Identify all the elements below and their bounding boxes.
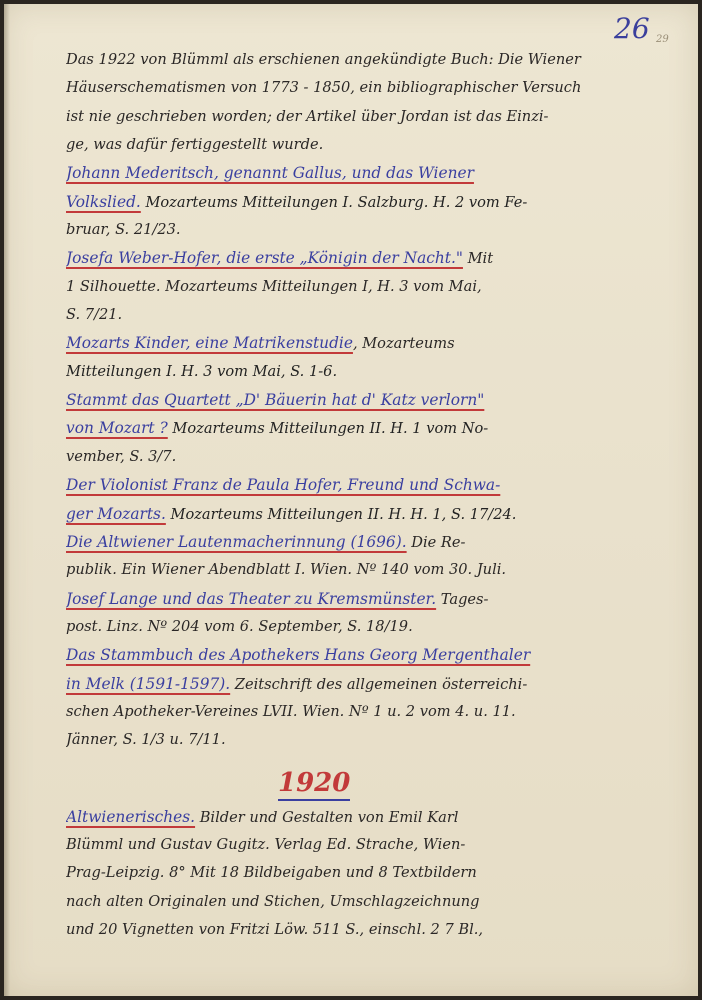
underlined-title: Das Stammbuch des Apothekers Hans Georg Mergenthaler [66, 646, 531, 665]
underlined-title: Mozarts Kinder, eine Matrikenstudie [66, 334, 353, 353]
year-heading [66, 763, 666, 803]
text-line [66, 414, 666, 442]
year-heading-text: 1920 [278, 768, 350, 801]
underlined-title: von Mozart ? [66, 419, 168, 438]
text-line [66, 556, 666, 584]
line-text: Prag-Leipzig. 8° Mit 18 Bildbeigaben und 8 Textbildern [66, 864, 477, 882]
underlined-title: in Melk (1591-1597). [66, 674, 231, 693]
text-line [66, 613, 666, 641]
line-text: publik. Ein Wiener Abendblatt I. Wien. Nº 140 vom 30. Juli. [66, 561, 507, 579]
underlined-title: ger Mozarts. [66, 504, 166, 523]
page-number: 26 [614, 12, 650, 45]
text-line [66, 273, 666, 301]
line-text: Mozarteums Mitteilungen II. H. 1 vom No- [167, 420, 489, 438]
line-text: Zeitschrift des allgemeinen österreichi- [230, 675, 528, 693]
line-text: Blümml und Gustav Gugitz. Verlag Ed. Strache, Wien- [66, 835, 466, 853]
line-text: Mozarteums Mitteilungen II. H. H. 1, S. 17/24. [165, 505, 517, 523]
text-line [66, 443, 666, 471]
line-text: Jänner, S. 1/3 u. 7/11. [66, 731, 226, 749]
text-line [66, 916, 666, 944]
line-text: Häuserschematismen von 1773 - 1850, ein bibliographischer Versuch [66, 79, 582, 97]
text-line [66, 670, 666, 698]
text-line [66, 726, 666, 754]
line-text: nach alten Originalen und Stichen, Umschlagzeichnung [66, 892, 480, 910]
text-line [66, 159, 666, 187]
line-text: Mit [462, 250, 494, 268]
text-line [66, 188, 666, 216]
underlined-title: Der Violonist Franz de Paula Hofer, Freund und Schwa- [66, 476, 501, 495]
underlined-title: Johann Mederitsch, genannt Gallus, und das Wiener [66, 164, 474, 183]
line-text: post. Linz. Nº 204 vom 6. September, S. 18/19. [66, 617, 413, 635]
underlined-title: Die Altwiener Lautenmacherinnung (1696). [66, 532, 407, 551]
text-line [66, 244, 666, 272]
text-line [66, 74, 666, 102]
line-text: und 20 Vignetten von Fritzi Löw. 511 S., einschl. 2 7 Bl., [66, 920, 484, 938]
line-text: Die Re- [406, 533, 466, 551]
text-line [66, 46, 666, 74]
bibliography-entries-1919 [66, 46, 666, 755]
bibliography-entries-1920 [66, 803, 666, 945]
page-number-secondary: 29 [656, 34, 669, 45]
underlined-title: Josef Lange und das Theater zu Kremsmünster. [66, 589, 437, 608]
text-line [66, 803, 666, 831]
text-line [66, 131, 666, 159]
text-line [66, 329, 666, 357]
line-text: , Mozarteums [352, 335, 455, 353]
underlined-title: Altwienerisches. [66, 807, 196, 826]
line-text: vember, S. 3/7. [66, 447, 177, 465]
line-text: Mitteilungen I. H. 3 vom Mai, S. 1-6. [66, 362, 338, 380]
year-spacer [66, 755, 666, 763]
text-line [66, 500, 666, 528]
line-text: bruar, S. 21/23. [66, 221, 181, 239]
underlined-title: Volkslied. [66, 192, 141, 211]
line-text: Tages- [436, 590, 489, 608]
text-line [66, 301, 666, 329]
line-text: schen Apotheker-Vereines LVII. Wien. Nº 1 u. 2 vom 4. u. 11. [66, 702, 516, 720]
line-text: ist nie geschrieben worden; der Artikel über Jordan ist das Einzi- [66, 107, 549, 125]
text-line [66, 528, 666, 556]
text-line [66, 831, 666, 859]
text-line [66, 698, 666, 726]
line-text: Mozarteums Mitteilungen I. Salzburg. H. 2 vom Fe- [140, 193, 528, 211]
text-line [66, 585, 666, 613]
text-line [66, 641, 666, 669]
text-line [66, 103, 666, 131]
line-text: S. 7/21. [66, 306, 123, 324]
underlined-title: Stammt das Quartett „D' Bäuerin hat d' Katz verlorn" [66, 391, 485, 410]
line-text: Bilder und Gestalten von Emil Karl [195, 808, 459, 826]
page-binding-shadow [4, 4, 10, 996]
line-text: ge, was dafür fertiggestellt wurde. [66, 136, 324, 154]
text-line [66, 888, 666, 916]
line-text: Das 1922 von Blümml als erschienen angekündigte Buch: Die Wiener [66, 51, 581, 68]
text-line [66, 859, 666, 887]
manuscript-page [4, 4, 698, 996]
text-line [66, 471, 666, 499]
text-line [66, 358, 666, 386]
line-text: 1 Silhouette. Mozarteums Mitteilungen I, H. 3 vom Mai, [66, 277, 482, 295]
handwritten-text-body [66, 46, 666, 944]
underlined-title: Josefa Weber-Hofer, die erste „Königin der Nacht." [66, 249, 463, 268]
text-line [66, 386, 666, 414]
text-line [66, 216, 666, 244]
